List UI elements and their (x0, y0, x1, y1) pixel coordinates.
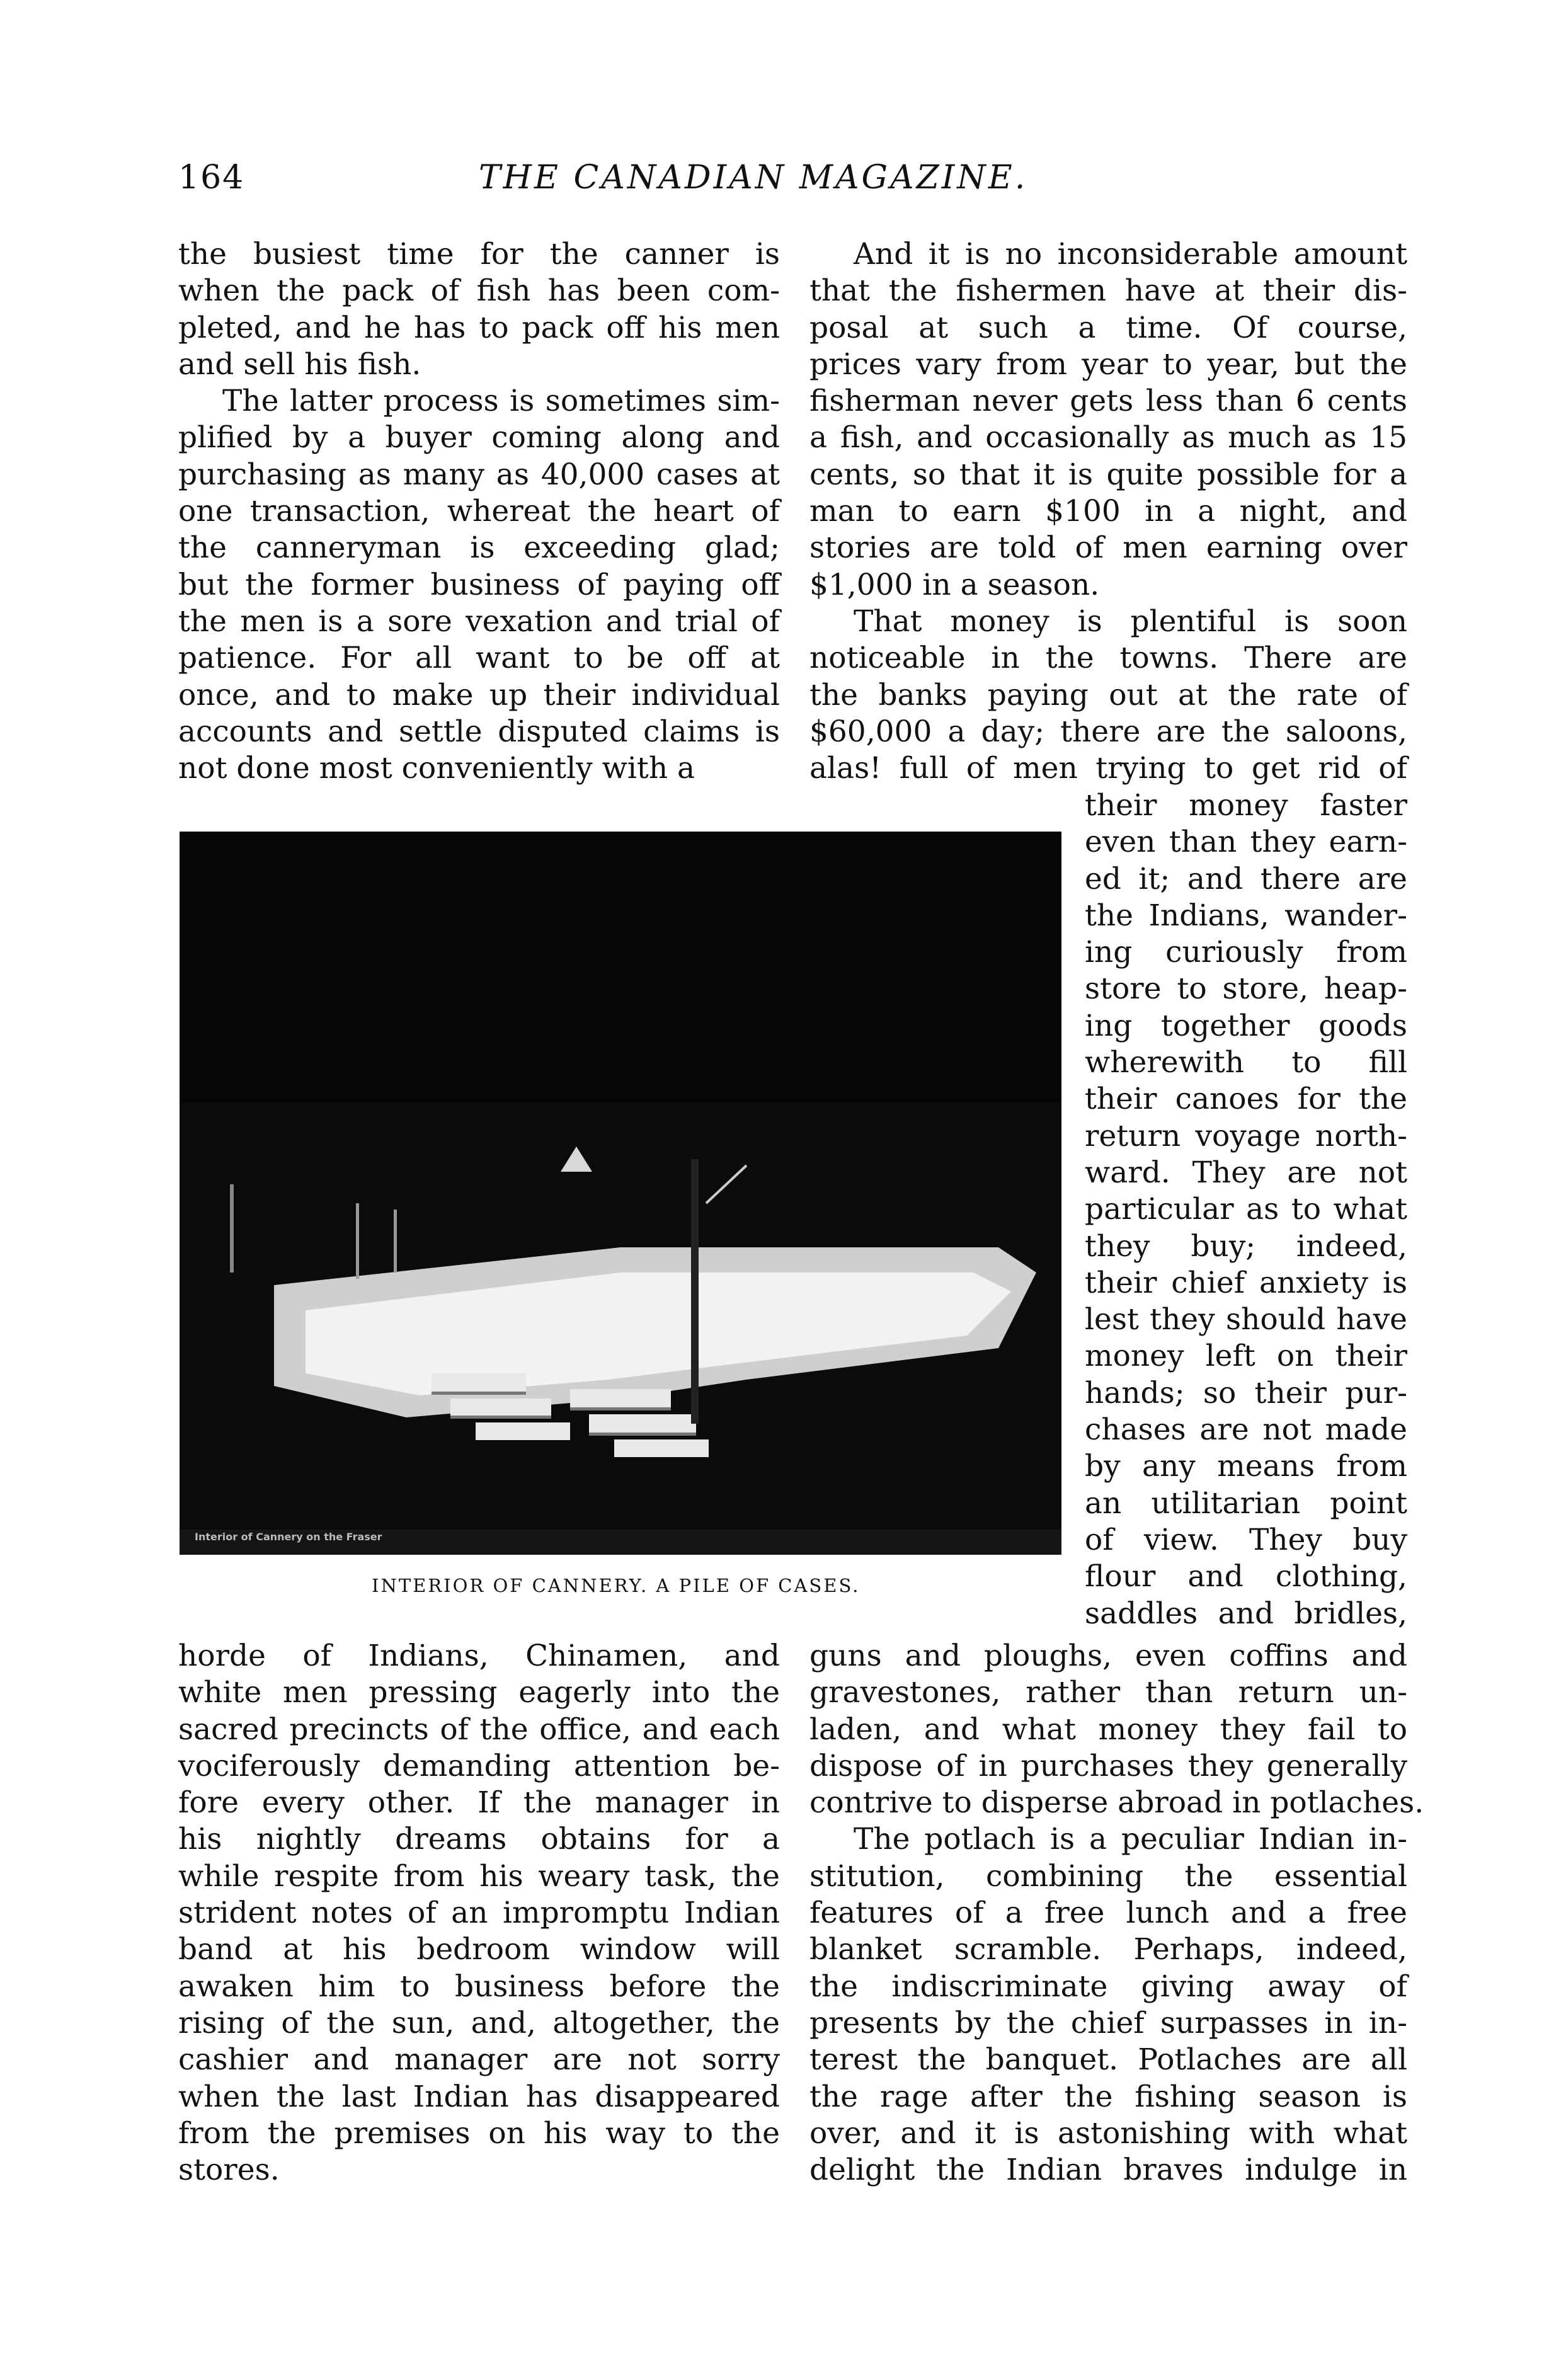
text-line: the Indians, wander- (1085, 898, 1407, 933)
text-line: stores. (178, 2153, 280, 2188)
text-line: chases are not made (1085, 1412, 1407, 1448)
text-line: fore every other. If the manager in (178, 1785, 780, 1821)
text-line: laden, and what money they fail to (809, 1712, 1407, 1747)
text-line: strident notes of an impromptu Indian (178, 1896, 780, 1931)
text-line: ed it; and there are (1085, 861, 1407, 896)
text-line: man to earn $100 in a night, and (809, 494, 1407, 529)
text-line: their chief anxiety is (1085, 1265, 1407, 1300)
text-line: flour and clothing, (1085, 1559, 1407, 1594)
text-line: the banks paying out at the rate of (809, 677, 1407, 712)
text-line: fisherman never gets less than 6 cents (809, 384, 1407, 419)
text-line: their canoes for the (1085, 1082, 1407, 1117)
text-line: $60,000 a day; there are the saloons, (809, 714, 1407, 749)
text-line: an utilitarian point (1085, 1485, 1407, 1521)
text-line: one transaction, whereat the heart of (178, 494, 780, 529)
text-line: contrive to disperse abroad in potlaches. (809, 1785, 1424, 1821)
text-line: The latter process is sometimes sim- (222, 384, 780, 419)
text-line: from the premises on his way to the (178, 2115, 780, 2151)
text-line: prices vary from year to year, but the (809, 346, 1407, 382)
text-line: ward. They are not (1085, 1155, 1407, 1190)
text-line: stories are told of men earning over (809, 530, 1407, 566)
left-column-bottom (178, 1638, 780, 2188)
right-column-bottom (809, 1638, 1424, 2188)
text-line: awaken him to business before the (178, 1969, 780, 2004)
text-line: patience. For all want to be off at (178, 641, 780, 676)
text-line: band at his bedroom window will (178, 1932, 780, 1967)
left-column-top (178, 236, 780, 787)
text-line: blanket scramble. Perhaps, indeed, (809, 1932, 1407, 1967)
text-line: cashier and manager are not sorry (178, 2042, 780, 2078)
right-column-narrow (1085, 787, 1407, 1632)
text-line: sacred precincts of the office, and each (178, 1712, 780, 1747)
page-number: 164 (178, 159, 245, 197)
text-line: horde of Indians, Chinamen, and (178, 1639, 780, 1673)
text-line: delight the Indian braves indulge in (809, 2153, 1407, 2188)
text-line: they buy; indeed, (1085, 1228, 1407, 1264)
text-line: their money faster (1085, 788, 1407, 823)
text-line: noticeable in the towns. There are (809, 641, 1407, 676)
text-line: that the fishermen have at their dis- (809, 273, 1407, 309)
text-line: The potlach is a peculiar Indian in- (854, 1822, 1407, 1857)
text-line: his nightly dreams obtains for a (178, 1822, 780, 1857)
text-line: the men is a sore vexation and trial of (178, 604, 780, 639)
text-line: store to store, heap- (1085, 971, 1407, 1007)
text-line: and sell his fish. (178, 346, 421, 382)
text-line: pleted, and he has to pack off his men (178, 310, 780, 345)
text-line: terest the banquet. Potlaches are all (809, 2042, 1407, 2078)
text-line: the rage after the fishing season is (809, 2079, 1407, 2114)
text-line: plified by a buyer coming along and (178, 420, 780, 455)
text-line: over, and it is astonishing with what (809, 2115, 1407, 2151)
text-line: once, and to make up their individual (178, 677, 780, 712)
right-column-top (809, 236, 1407, 787)
text-line: while respite from his weary task, the (178, 1858, 780, 1894)
text-line: when the last Indian has disappeared (178, 2079, 780, 2114)
text-line: vociferously demanding attention be- (178, 1748, 780, 1783)
text-line: accounts and settle disputed claims is (178, 714, 780, 749)
running-head: THE CANADIAN MAGAZINE. (479, 159, 1028, 197)
text-line: purchasing as many as 40,000 cases at (178, 457, 780, 492)
text-line: dispose of in purchases they generally (809, 1748, 1407, 1783)
text-line: presents by the chief surpasses in in- (809, 2005, 1407, 2040)
text-line: particular as to what (1085, 1192, 1407, 1227)
text-line: cents, so that it is quite possible for a (809, 457, 1407, 492)
text-line: money left on their (1085, 1339, 1407, 1374)
text-line: posal at such a time. Of course, (809, 310, 1407, 345)
text-line: saddles and bridles, (1085, 1596, 1407, 1631)
text-line: hands; so their pur- (1085, 1375, 1407, 1410)
text-line: That money is plentiful is soon (854, 604, 1407, 639)
text-line: alas! full of men trying to get rid of (809, 751, 1407, 786)
text-line: but the former business of paying off (178, 567, 780, 602)
text-line: $1,000 in a season. (809, 567, 1100, 602)
text-line: by any means from (1085, 1449, 1407, 1484)
text-line: the canneryman is exceeding glad; (178, 530, 780, 566)
text-line: wherewith to fill (1085, 1045, 1407, 1080)
text-line: the indiscriminate giving away of (809, 1969, 1407, 2004)
photo-label: Interior of Cannery on the Fraser (195, 1531, 382, 1543)
text-line: ing curiously from (1085, 935, 1407, 970)
text-line: ing together goods (1085, 1008, 1407, 1043)
text-line: not done most conveniently with a (178, 751, 695, 786)
figure-caption: INTERIOR OF CANNERY. A PILE OF CASES. (372, 1575, 861, 1596)
cannery-photo (180, 832, 1061, 1555)
text-line: white men pressing eagerly into the (178, 1675, 780, 1710)
text-line: And it is no inconsiderable amount (854, 237, 1407, 272)
text-line: the busiest time for the canner is (178, 237, 780, 272)
text-line: stitution, combining the essential (809, 1858, 1407, 1894)
text-line: lest they should have (1085, 1302, 1407, 1337)
text-line: gravestones, rather than return un- (809, 1675, 1407, 1710)
text-line: features of a free lunch and a free (809, 1896, 1407, 1931)
text-line: of view. They buy (1085, 1522, 1407, 1557)
text-line: a fish, and occasionally as much as 15 (809, 420, 1407, 455)
text-line: when the pack of fish has been com- (178, 273, 780, 309)
text-line: return voyage north- (1085, 1118, 1407, 1153)
text-line: even than they earn- (1085, 825, 1407, 860)
text-line: guns and ploughs, even coffins and (809, 1639, 1407, 1673)
text-line: rising of the sun, and, altogether, the (178, 2005, 780, 2040)
